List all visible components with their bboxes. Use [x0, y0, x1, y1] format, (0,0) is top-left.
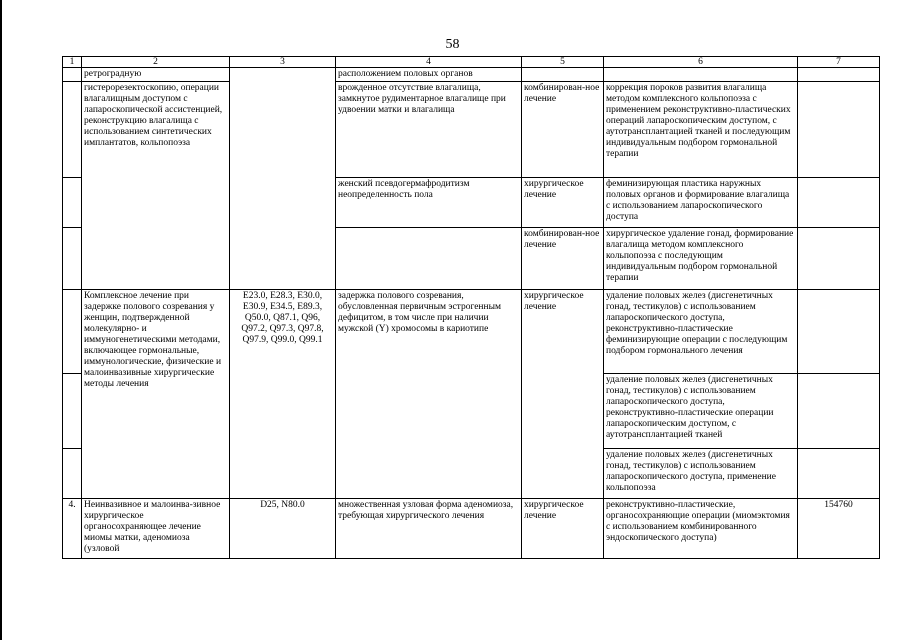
cell-condition: расположением половых органов [336, 68, 522, 82]
cell-cost [798, 68, 880, 82]
cell-procedure: коррекция пороков развития влагалища методом комплексного кольпопоэза с применением реконструктивно-пластических операций лапароскопическим доступом, с аутотрансплантацией тканей и последующим индивидуальным подбором гормональной терапии [604, 82, 798, 178]
cell-procedure: феминизирующая пластика наружных половых органов и формирование влагалища с использованием лапароскопического доступа [604, 178, 798, 228]
cell-codes: D25, N80.0 [230, 499, 336, 559]
table-row [63, 82, 880, 178]
header-cell: 1 [63, 57, 82, 68]
cell-number [63, 228, 82, 290]
cell-number [63, 374, 82, 449]
cell-treatment: комбинирован-ное лечение [522, 228, 604, 290]
cell-condition: женский псевдогермафродитизм неопределенность пола [336, 178, 522, 228]
cell-number [63, 178, 82, 228]
cell-number: 4. [63, 499, 82, 559]
cell-cost: 154760 [798, 499, 880, 559]
header-cell: 5 [522, 57, 604, 68]
header-cell: 7 [798, 57, 880, 68]
cell-procedure: удаление половых желез (дисгенетичных гонад, тестикулов) с использованием лапароскопического доступа, применение кольпопоэза [604, 449, 798, 499]
cell-condition [336, 228, 522, 290]
cell-procedure: удаление половых желез (дисгенетичных гонад, тестикулов) с использованием лапароскопического доступа, реконструктивно-пластические операции лапароскопическим доступом, с аутотрансплантацией тканей [604, 374, 798, 449]
cell-condition: врожденное отсутствие влагалища, замкнутое рудиментарное влагалище при удвоении матки и влагалища [336, 82, 522, 178]
cell-procedure: удаление половых желез (дисгенетичных гонад, тестикулов) с использованием лапароскопического доступа, реконструктивно-пластические феминизирующие операции с последующим подбором гормонального лечения [604, 290, 798, 374]
cell-cost [798, 449, 880, 499]
cell-procedure [604, 68, 798, 82]
cell-method: Неинвазивное и малоинва-зивное хирургическое органосохраняющее лечение миомы матки, аденомиоза (узловой [82, 499, 230, 559]
cell-cost [798, 374, 880, 449]
header-cell: 3 [230, 57, 336, 68]
table-row [63, 290, 880, 374]
cell-number [63, 68, 82, 82]
procedures-table [62, 56, 880, 559]
cell-procedure: реконструктивно-пластические, органосохраняющие операции (миомэктомия с использованием комбинированного эндоскопического доступа) [604, 499, 798, 559]
cell-procedure: хирургическое удаление гонад, формирование влагалища методом комплексного кольпопоэза с последующим индивидуальным подбором гормональной терапии [604, 228, 798, 290]
cell-number [63, 449, 82, 499]
cell-treatment: хирургическое лечение [522, 290, 604, 499]
cell-codes [230, 68, 336, 290]
cell-number [63, 82, 82, 178]
header-cell: 2 [82, 57, 230, 68]
cell-treatment: комбинирован-ное лечение [522, 82, 604, 178]
cell-treatment: хирургическое лечение [522, 178, 604, 228]
table-row [63, 68, 880, 82]
cell-method: Комплексное лечение при задержке полового созревания у женщин, подтвержденной молекулярно- и иммуногенетическими методами, включающее гормональные, иммунологические, физические и малоинвазивные хирургические методы лечения [82, 290, 230, 499]
header-row [63, 57, 880, 68]
header-cell: 6 [604, 57, 798, 68]
cell-treatment [522, 68, 604, 82]
cell-method: гистерорезектоскопию, операции влагалищным доступом с лапароскопической ассистенцией, реконструкцию влагалища с использованием синтетических имплантатов, кольпопоэза [82, 82, 230, 290]
header-cell: 4 [336, 57, 522, 68]
cell-cost [798, 228, 880, 290]
cell-number [63, 290, 82, 374]
cell-codes: E23.0, E28.3, E30.0, E30.9, E34.5, E89.3, Q50.0, Q87.1, Q96, Q97.2, Q97.3, Q97.8, Q97.9, Q99.0, Q99.1 [230, 290, 336, 499]
cell-cost [798, 178, 880, 228]
cell-treatment: хирургическое лечение [522, 499, 604, 559]
table-row [63, 499, 880, 559]
cell-cost [798, 290, 880, 374]
page-number: 58 [445, 37, 460, 52]
cell-condition: задержка полового созревания, обусловленная первичным эстрогенным дефицитом, в том числе при наличии мужской (Y) хромосомы в кариотипе [336, 290, 522, 499]
cell-condition: множественная узловая форма аденомиоза, требующая хирургического лечения [336, 499, 522, 559]
cell-method: ретроградную [82, 68, 230, 82]
left-margin-rule [0, 0, 2, 640]
cell-cost [798, 82, 880, 178]
